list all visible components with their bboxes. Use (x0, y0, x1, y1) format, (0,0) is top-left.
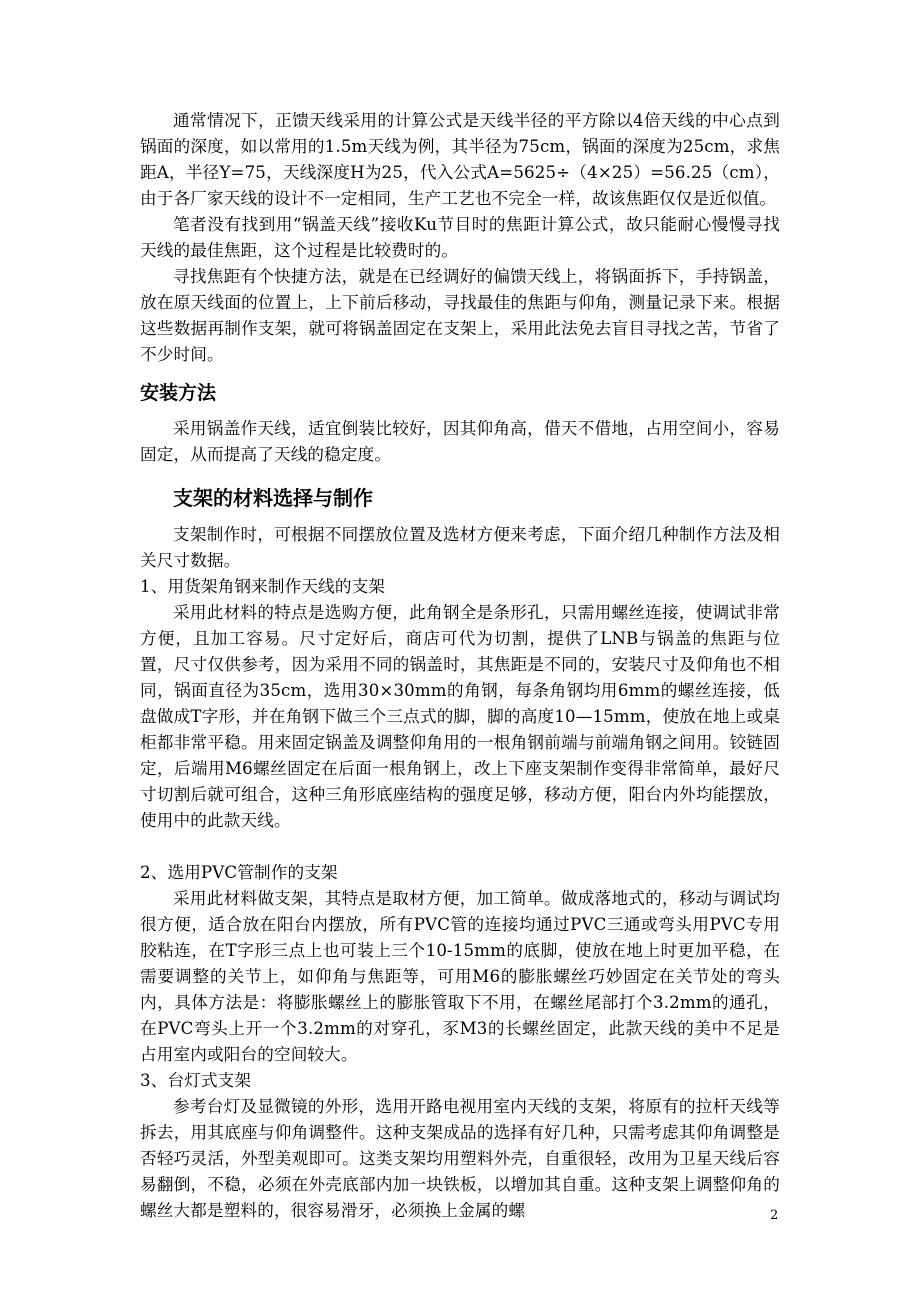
paragraph-focal-formula: 通常情况下，正馈天线采用的计算公式是天线半径的平方除以4倍天线的中心点到锅面的深度，如以常用的1.5m天线为例，其半径为75cm，锅面的深度为25cm，求焦距A，半径Y=75，天线深度H为25，代入公式A=5625÷（4×25）=56.25（cm），由于各厂家天线的设计不一定相同，生产工艺也不完全一样，故该焦距仅仅是近似值。 (140, 111, 780, 208)
page-number: 2 (770, 1208, 779, 1223)
paragraph-bracket-intro: 支架制作时，可根据不同摆放位置及选材方便来考虑，下面介绍几种制作方法及相关尺寸数据。 (140, 525, 780, 570)
heading-bracket-materials: 支架的材料选择与制作 (173, 486, 373, 510)
paragraph-angle-steel: 采用此材料的特点是选购方便，此角钢全是条形孔，只需用螺丝连接，使调试非常方便，且加工容易。尺寸定好后，商店可代为切割，提供了LNB与锅盖的焦距与位置，尺寸仅供参考，因为采用不同的锅盖时，其焦距是不同的，安装尺寸及仰角也不相同，锅面直径为35cm，选用30×30mm的角钢，每条角钢均用6mm的螺丝连接，低盘做成T字形，并在角钢下做三个三点式的脚，脚的高度10—15mm，使放在地上或桌柜都非常平稳。用来固定锅盖及调整仰角用的一根角钢前端与前端角钢之间用。铰链固定，后端用M6螺丝固定在后面一根角钢上，改上下座支架制作变得非常简单，最好尺寸切割后就可组合，这种三角形底座结构的强度足够，移动方便，阳台内外均能摆放，使用中的此款天线。 (140, 603, 780, 830)
list-item-angle-steel: 1、用货架角钢来制作天线的支架 (140, 577, 386, 596)
list-item-pvc: 2、选用PVC管制作的支架 (140, 863, 338, 882)
paragraph-pvc: 采用此材料做支架，其特点是取材方便，加工简单。做成落地式的，移动与调试均很方便，适合放在阳台内摆放，所有PVC管的连接均通过PVC三通或弯头用PVC专用胶粘连，在T字形三点上也可装上三个10-15mm的底脚，使放在地上时更加平稳，在需要调整的关节上，如仰角与焦距等，可用M6的膨胀螺丝巧妙固定在关节处的弯头内，具体方法是：将膨胀螺丝上的膨胀管取下不用，在螺丝尾部打个3.2mm的通孔，在PVC弯头上开一个3.2mm的对穿孔，豕M3的长螺丝固定，此款天线的美中不足是占用室内或阳台的空间较大。 (140, 889, 780, 1064)
paragraph-lamp-stand: 参考台灯及显微镜的外形，选用开路电视用室内天线的支架，将原有的拉杆天线等拆去，用其底座与仰角调整件。这种支架成品的选择有好几种，只需考虑其仰角调整是否轻巧灵活，外型美观即可。这类支架均用塑料外壳，自重很轻，改用为卫星天线后容易翻倒，不稳，必须在外壳底部内加一块铁板，以增加其自重。这种支架上调整仰角的螺丝大都是塑料的，很容易滑牙，必须换上金属的螺 (140, 1097, 780, 1220)
list-item-lamp-stand: 3、台灯式支架 (140, 1071, 252, 1090)
paragraph-quick-method: 寻找焦距有个快捷方法，就是在已经调好的偏馈天线上，将锅面拆下，手持锅盖，放在原天线面的位置上，上下前后移动，寻找最佳的焦距与仰角，测量记录下来。根据这些数据再制作支架，就可将锅盖固定在支架上，采用此法免去盲目寻找之苦，节省了不少时间。 (140, 267, 780, 364)
paragraph-no-formula: 笔者没有找到用“锅盖天线”接收Ku节目时的焦距计算公式，故只能耐心慢慢寻找天线的最佳焦距，这个过程是比较费时的。 (140, 215, 780, 260)
heading-install-method: 安装方法 (140, 382, 217, 404)
document-body (140, 108, 780, 1224)
blank-line (140, 834, 780, 860)
paragraph-install: 采用锅盖作天线，适宜倒装比较好，因其仰角高，借天不借地，占用空间小，容易固定，从而提高了天线的稳定度。 (140, 419, 780, 464)
